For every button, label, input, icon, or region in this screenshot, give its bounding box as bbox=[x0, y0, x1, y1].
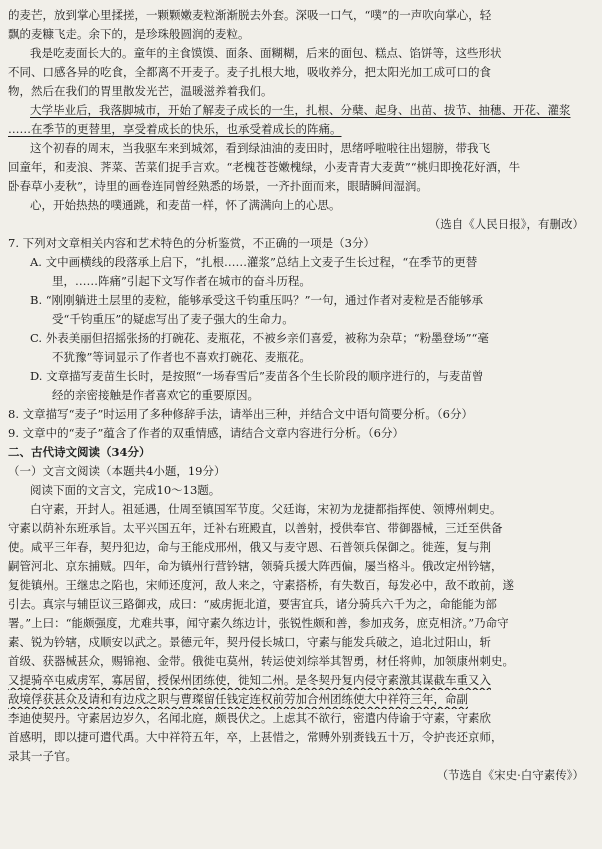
passage-line: 飘的麦糠飞走。余下的，是珍珠般圆润的麦粒。 bbox=[8, 27, 250, 41]
passage-line: 物，然后在我们的胃里散发光芒，温暖滋养着我们。 bbox=[8, 84, 273, 98]
classical-passage bbox=[8, 500, 588, 785]
option-c-line: C. 外表美丽但招摇张扬的打碗花、麦瓶花，不被乡亲们喜爱，被称为杂草；“粉墨登场”“毫 bbox=[30, 331, 489, 345]
classical-source: （节选自《宋史·白守素传》） bbox=[436, 768, 584, 782]
passage-line: 我是吃麦面长大的。童年的主食馍馍、面条、面糊糊，后来的面包、糕点、馅饼等，这些形状 bbox=[30, 46, 502, 60]
question-7 bbox=[8, 234, 588, 405]
option-a-line: A. 文中画横线的段落承上启下，“扎根……灌浆”总结上文麦子生长过程，“在季节的更替 bbox=[30, 255, 478, 269]
option-b-line: 受“千钧重压”的疑虑写出了麦子强大的生命力。 bbox=[52, 312, 294, 326]
passage-line: 不同、口感各异的吃食，全都离不开麦子。麦子扎根大地，吸收养分，把太阳光加工成可口的食 bbox=[8, 65, 491, 79]
classical-line: 李迪使契丹。守素居边岁久，名闻北庭，颇畏伏之。上虑其不欲行，密遣内侍谕于守素，守素欣 bbox=[8, 711, 491, 725]
classical-line: 署。”上曰：“能颇强度，尤难共事，闻守素久练边计，张锐性颇和善，参加戎务，庶克相济。”乃命守 bbox=[8, 616, 509, 630]
passage-line: 回童年，和麦浪、荠菜、苦菜们捉手言欢。“老槐苍苍嫩槐绿，小麦青青大麦黄”“桃归即挽花好酒，牛 bbox=[8, 160, 521, 174]
classical-line: 首级、获器械甚众，赐锦袍、金带。俄徙屯莫州，转运使刘综举其智勇，材任将帅，加领康州刺史。 bbox=[8, 654, 514, 668]
section-heading: 二、古代诗文阅读（34分） bbox=[8, 445, 151, 459]
option-b-line: B. “刚刚躺进土层里的麦粒，能够承受这千钧重压吗？”一句，通过作者对麦粒是否能够承 bbox=[30, 293, 484, 307]
classical-line: 使。咸平三年春，契丹犯边，命与王能戍邢州，俄又与麦守恩、石普领兵保御之。徙莲，复与荆 bbox=[8, 540, 491, 554]
classical-line: 复徙镇州。王继忠之陷也，宋师还度河，敌人来之，守素搭桥，有失数百，每发必中，敌不敢前，遂 bbox=[8, 578, 514, 592]
classical-line: 首感明，即以捷可遣代禹。大中祥符五年，卒，上甚惜之，常赙外别赉钱五十万，令护丧还京师， bbox=[8, 730, 503, 744]
question-8: 8. 文章描写“麦子”时运用了多种修辞手法，请举出三种，并结合文中语句简要分析。（6分） bbox=[8, 407, 473, 421]
passage-line: 心，开始热热的噗通跳，和麦苗一样，怀了满满向上的心思。 bbox=[30, 198, 341, 212]
passage-line: 的麦芒，放到掌心里揉搓，一颗颗嫩麦粒渐渐脱去外套。深吸一口气，“噗”的一声吹向掌心，轻 bbox=[8, 8, 492, 22]
question-stem: 7. 下列对文章相关内容和艺术特色的分析鉴赏，不正确的一项是（3分） bbox=[8, 236, 375, 250]
wavy-underlined-line: 又提骑卒屯威虏军，寡居留，授保州团练使，徙知二州。是冬契丹复内侵守素激其谋截车重又入 bbox=[8, 673, 491, 687]
question-9: 9. 文章中的“麦子”蕴含了作者的双重情感，请结合文章内容进行分析。（6分） bbox=[8, 426, 404, 440]
classical-line: 嗣管河北、京东捕贼。四年，命为镇州行营钤辖，领骑兵援大阵西偏，屡当格斗。俄改定州钤辖， bbox=[8, 559, 503, 573]
wavy-underlined-line: 敌境俘获甚众及请和有边戍之职与曹璨留任钱定连权前劳加合州团练使大中祥符三年，命副 bbox=[8, 692, 468, 706]
classical-line: 引去。真宗与辅臣议三路御戎，成曰：“威虏扼北道，要害宜兵，诸分骑兵六千为之，命能能为部 bbox=[8, 597, 497, 611]
subsection-heading: （一）文言文阅读（本题共4小题，19分） bbox=[8, 464, 226, 478]
underlined-paragraph-line: ……在季节的更替里，享受着成长的快乐，也承受着成长的阵痛。 bbox=[8, 122, 342, 136]
option-d-line: 经的亲密接触是作者喜欢它的重要原因。 bbox=[52, 388, 259, 402]
classical-line: 素、锐为钤辖，戍顺安以武之。景德元年，契丹侵长城口，守素与能发兵破之，追北过阳山，斩 bbox=[8, 635, 491, 649]
option-d-line: D. 文章描写麦苗生长时，是按照“一场春雪后”麦苗各个生长阶段的顺序进行的，与麦苗曾 bbox=[30, 369, 484, 383]
option-a-line: 里，……阵痛”引起下文写作者在城市的奋斗历程。 bbox=[52, 274, 311, 288]
underlined-paragraph-line: 大学毕业后，我落脚城市，开始了解麦子成长的一生，扎根、分蘖、起身、出苗、拔节、抽穗、开花、灌浆 bbox=[30, 103, 571, 117]
passage-source: （选自《人民日报》，有删改） bbox=[428, 217, 584, 231]
classical-line: 守素以荫补东班承旨。太平兴国五年，迁补右班殿直，以善射，授供奉官、带御器械，三迁至供备 bbox=[8, 521, 503, 535]
option-c-line: 不犹豫”等词显示了作者也不喜欢打碗花、麦瓶花。 bbox=[52, 350, 311, 364]
passage-line: 卧春草小麦秋”，诗里的画卷连同曾经熟悉的场景，一齐扑面而来，眼睛瞬间湿润。 bbox=[8, 179, 428, 193]
instruction: 阅读下面的文言文，完成10～13题。 bbox=[30, 483, 221, 497]
passage-line: 这个初春的周末，当我驱车来到城郊，看到绿油油的麦田时，思绪呼啦啦往出翅膀，带我飞 bbox=[30, 141, 490, 155]
classical-line: 白守素，开封人。祖延遇，仕周至镇国军节度。父廷诲，宋初为龙捷都指挥使、领博州刺史。 bbox=[30, 502, 502, 516]
reading-passage bbox=[8, 6, 588, 234]
classical-line: 录其一子官。 bbox=[8, 749, 77, 763]
